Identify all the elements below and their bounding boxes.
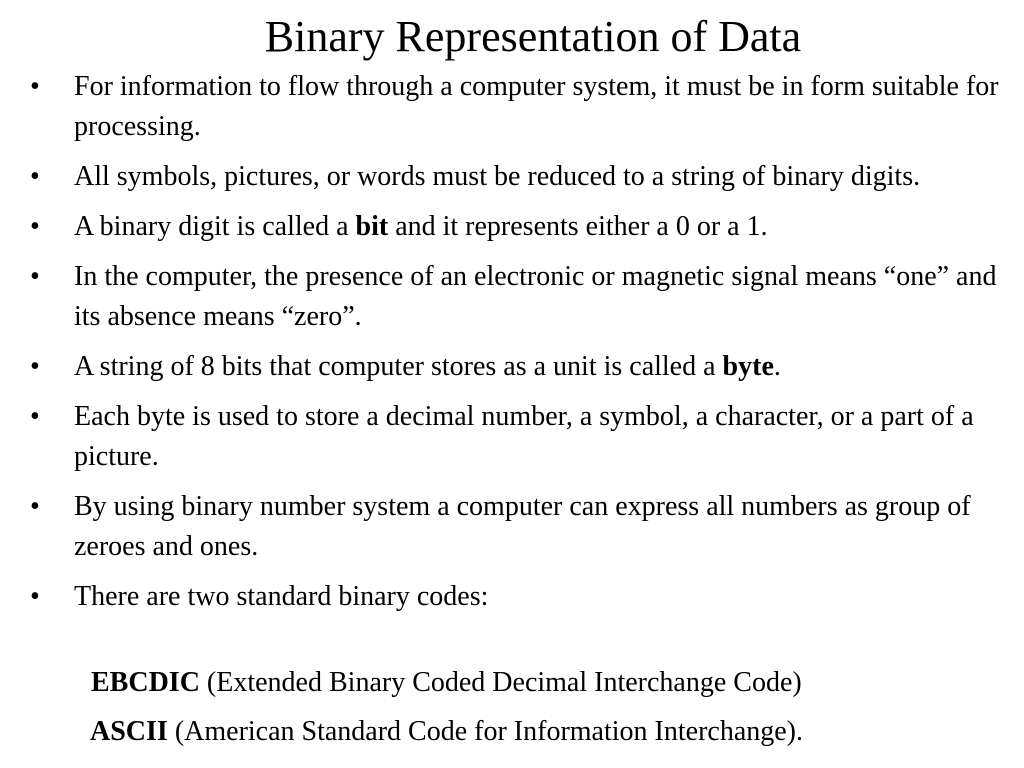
bullet-text: All symbols, pictures, or words must be reduced to a string of binary digits. xyxy=(74,161,921,192)
code-expansion: (Extended Binary Coded Decimal Interchange Code) xyxy=(199,667,802,698)
bullet-dot: • xyxy=(30,581,40,612)
bullet-dot: • xyxy=(30,351,40,382)
bullet-dot: • xyxy=(30,161,40,192)
bullet-item xyxy=(30,257,1000,337)
code-line-ebcdic xyxy=(0,663,1024,712)
code-expansion: (American Standard Code for Information Interchange). xyxy=(167,716,804,747)
bullet-item xyxy=(30,487,1000,567)
code-abbreviation: ASCII xyxy=(90,716,168,747)
bullet-item xyxy=(30,157,1000,197)
bullet-dot: • xyxy=(30,401,40,432)
bullet-list xyxy=(30,67,1000,627)
code-line-ascii xyxy=(0,712,1024,761)
bullet-bold-term: bit xyxy=(355,211,389,242)
bullet-item xyxy=(30,577,1000,617)
bullet-item xyxy=(30,67,1000,147)
bullet-text-pre: A binary digit is called a xyxy=(74,211,356,242)
bullet-dot: • xyxy=(30,71,40,102)
bullet-text-post: and it represents either a 0 or a 1. xyxy=(388,211,768,242)
slide-title: Binary Representation of Data xyxy=(264,12,802,61)
bullet-text-post: . xyxy=(773,351,781,382)
bullet-text: Each byte is used to store a decimal number, a symbol, a character, or a part of a picture. xyxy=(74,401,974,472)
bullet-text: In the computer, the presence of an electronic or magnetic signal means “one” and its absence means “zero”. xyxy=(74,261,997,332)
bullet-text: By using binary number system a computer can express all numbers as group of zeroes and ones. xyxy=(74,491,971,562)
bullet-text: For information to flow through a computer system, it must be in form suitable for processing. xyxy=(74,71,999,142)
bullet-dot: • xyxy=(30,211,40,242)
bullet-text-pre: A string of 8 bits that computer stores as a unit is called a xyxy=(74,351,723,382)
bullet-item xyxy=(30,347,1000,387)
bullet-item xyxy=(30,207,1000,247)
bullet-bold-term: byte xyxy=(722,351,774,382)
binary-codes-list xyxy=(0,663,1024,761)
bullet-text: There are two standard binary codes: xyxy=(74,581,489,612)
bullet-dot: • xyxy=(30,491,40,522)
code-abbreviation: EBCDIC xyxy=(91,667,200,698)
bullet-dot: • xyxy=(30,261,40,292)
bullet-item xyxy=(30,397,1000,477)
